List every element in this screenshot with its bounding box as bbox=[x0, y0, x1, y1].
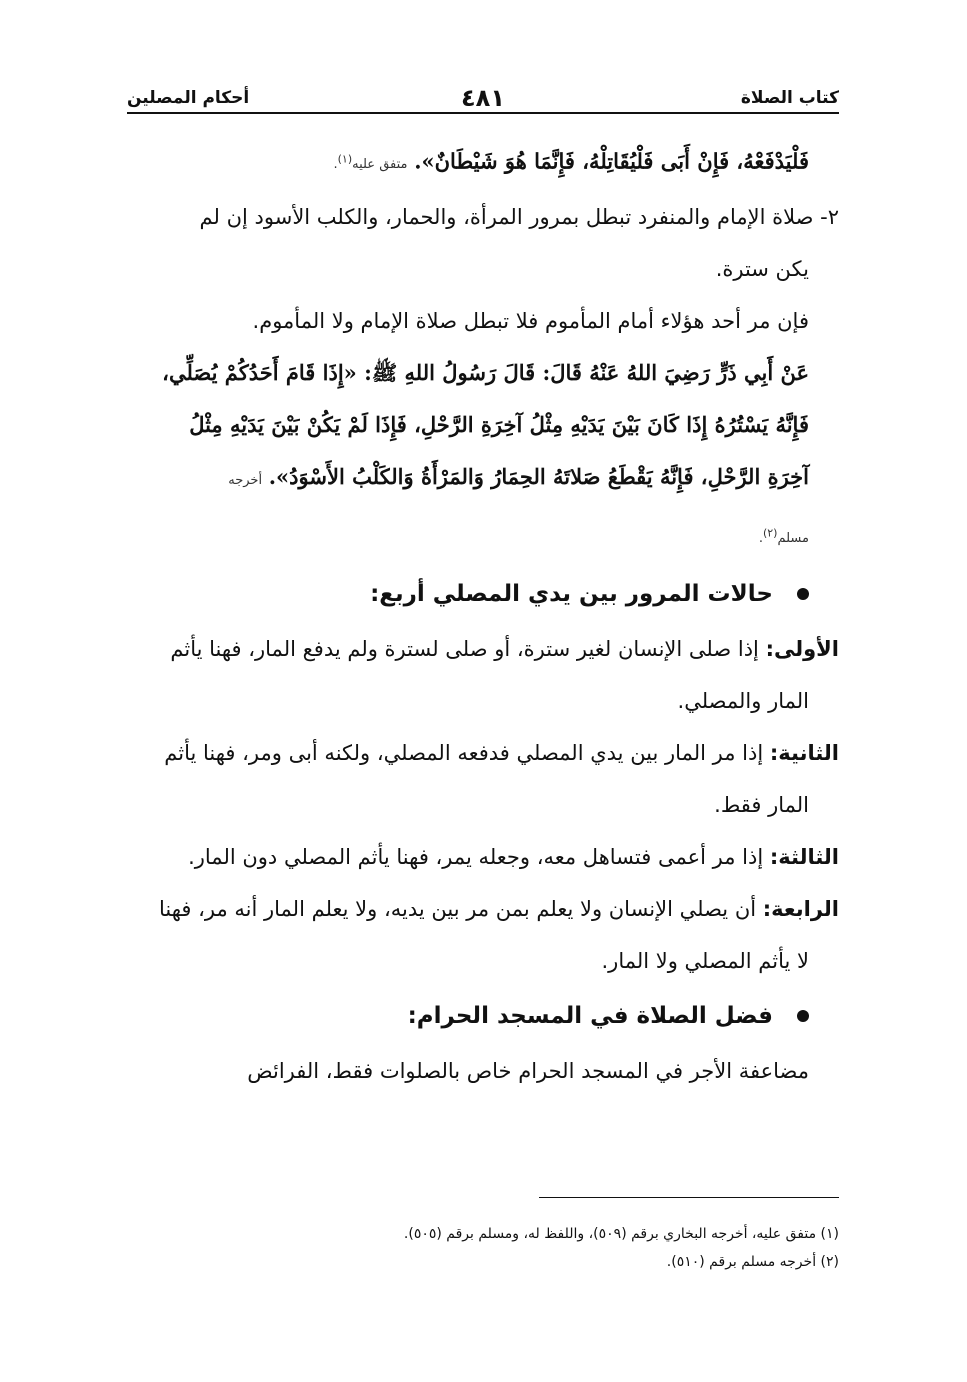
page-number: ٤٨١ bbox=[461, 84, 505, 112]
section-heading-passing-cases: حالات المرور بين يدي المصلي أربع: bbox=[127, 565, 839, 623]
footnote-rule bbox=[539, 1197, 839, 1198]
section-heading-haram-mosque: فضل الصلاة في المسجد الحرام: bbox=[127, 987, 839, 1045]
bullet-icon bbox=[797, 1010, 809, 1022]
hadith-reference: متفق عليه$^{(١)}$. bbox=[333, 153, 408, 173]
case-first: الأولى: إذا صلى الإنسان لغير سترة، أو صلى لسترة ولم يدفع المار، فهنا يأثم bbox=[170, 636, 839, 661]
section-title: أحكام المصلين bbox=[127, 88, 250, 108]
numbered-item-2: ٢- صلاة الإمام والمنفرد تبطل بمرور المرأة، والحمار، والكلب الأسود إن لم bbox=[199, 205, 839, 230]
hadith-line-3: آخِرَةِ الرَّحْلِ، فَإِنَّهُ يَقْطَعُ صَلاتَهُ الحِمَارُ وَالمَرْأَةُ وَالكَلْبُ الأَسْوَدُ». أخرجه bbox=[228, 464, 809, 490]
note-paragraph: فإن مر أحد هؤلاء أمام المأموم فلا تبطل صلاة الإمام ولا المأموم. bbox=[252, 309, 809, 334]
case-third: الثالثة: إذا مر أعمى فتساهل معه، وجعله يمر، فهنا يأثم المصلي دون المار. bbox=[188, 844, 839, 869]
hadith-line-1: عَنْ أَبِي ذَرٍّ رَضِيَ اللهُ عَنْهُ قَالَ: قَالَ رَسُولُ اللهِ ﷺ: «إِذَا قَامَ أَحَدُكُمْ يُصَلِّي، bbox=[162, 360, 809, 386]
case-second: الثانية: إذا مر المار بين يدي المصلي فدفعه المصلي، ولكنه أبى ومر، فهنا يأثم bbox=[164, 740, 839, 765]
page-body bbox=[127, 134, 839, 1097]
hadith-reference-line: مسلم$^{(٢)}$. bbox=[758, 526, 809, 546]
hadith-line-2: فَإِنَّهُ يَسْتُرُهُ إِذَا كَانَ بَيْنَ يَدَيْهِ مِثْلُ آخِرَةِ الرَّحْلِ، فَإِذَا لَمْ يَكُنْ بَيْنَ يَدَيْهِ مِثْلُ bbox=[189, 412, 809, 438]
case-second-continued: المار فقط. bbox=[714, 792, 809, 817]
page-header bbox=[127, 80, 839, 114]
footnote-2: (٢) أخرجه مسلم برقم (٥١٠). bbox=[666, 1254, 839, 1270]
numbered-item-2-continued: يكن سترة. bbox=[715, 257, 809, 282]
bullet-icon bbox=[797, 588, 809, 600]
header-rule bbox=[127, 112, 839, 114]
footnotes bbox=[127, 1220, 839, 1276]
case-first-continued: المار والمصلي. bbox=[677, 688, 809, 713]
case-fourth: الرابعة: أن يصلي الإنسان ولا يعلم بمن مر بين يديه، ولا يعلم المار أنه مر، فهنا bbox=[158, 896, 839, 921]
footnote-1: (١) متفق عليه، أخرجه البخاري برقم (٥٠٩)، واللفظ له، ومسلم برقم (٥٠٥). bbox=[403, 1226, 839, 1242]
case-fourth-continued: لا يأثم المصلي ولا المار. bbox=[601, 948, 809, 973]
hadith-continuation: فَلْيَدْفَعْهُ، فَإِنْ أَبَى فَلْيُقَاتِلْهُ، فَإِنَّمَا هُوَ شَيْطَانٌ». متفق عليه$^{(١)}$. bbox=[333, 148, 809, 174]
chapter-title: كتاب الصلاة bbox=[740, 88, 839, 108]
haram-paragraph-line: مضاعفة الأجر في المسجد الحرام خاص بالصلوات فقط، الفرائض bbox=[247, 1058, 809, 1083]
item-number: ٢- bbox=[820, 205, 839, 230]
